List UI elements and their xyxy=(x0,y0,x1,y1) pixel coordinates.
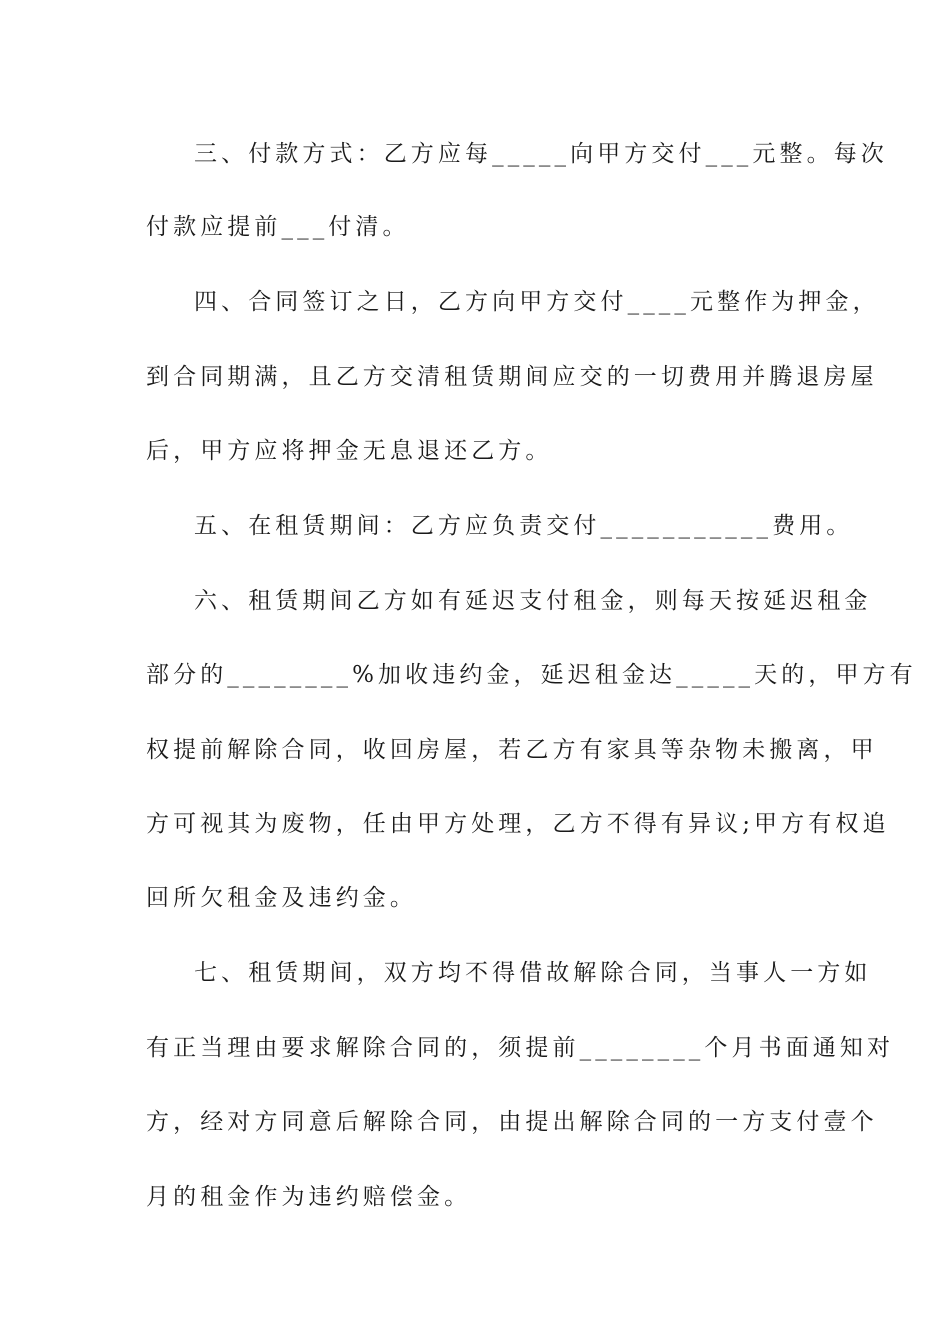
clause-4-line-3: 后，甲方应将押金无息退还乙方。 xyxy=(146,438,553,464)
clause-3-line-2: 付款应提前___付清。 xyxy=(146,214,410,240)
clause-6-line-2: 部分的________%加收违约金，延迟租金达_____天的，甲方有 xyxy=(146,662,917,688)
clause-4-line-1: 四、合同签订之日，乙方向甲方交付____元整作为押金， xyxy=(194,289,880,315)
clause-7-line-3: 方，经对方同意后解除合同，由提出解除合同的一方支付壹个 xyxy=(146,1109,878,1135)
clause-3-line-1: 三、付款方式：乙方应每_____向甲方交付___元整。每次 xyxy=(194,141,888,167)
clause-7-line-2: 有正当理由要求解除合同的，须提前________个月书面通知对 xyxy=(146,1035,895,1061)
clause-6-line-3: 权提前解除合同，收回房屋，若乙方有家具等杂物未搬离，甲 xyxy=(146,737,878,763)
clause-6-line-4: 方可视其为废物，任由甲方处理，乙方不得有异议;甲方有权追 xyxy=(146,811,890,837)
clause-7-line-1: 七、租赁期间，双方均不得借故解除合同，当事人一方如 xyxy=(194,960,872,986)
clause-4-line-2: 到合同期满，且乙方交清租赁期间应交的一切费用并腾退房屋 xyxy=(146,364,878,390)
clause-7-line-4: 月的租金作为违约赔偿金。 xyxy=(146,1184,472,1210)
clause-5-line-1: 五、在租赁期间：乙方应负责交付___________费用。 xyxy=(194,513,854,539)
clause-6-line-5: 回所欠租金及违约金。 xyxy=(146,885,417,911)
clause-6-line-1: 六、租赁期间乙方如有延迟支付租金，则每天按延迟租金 xyxy=(194,588,872,614)
